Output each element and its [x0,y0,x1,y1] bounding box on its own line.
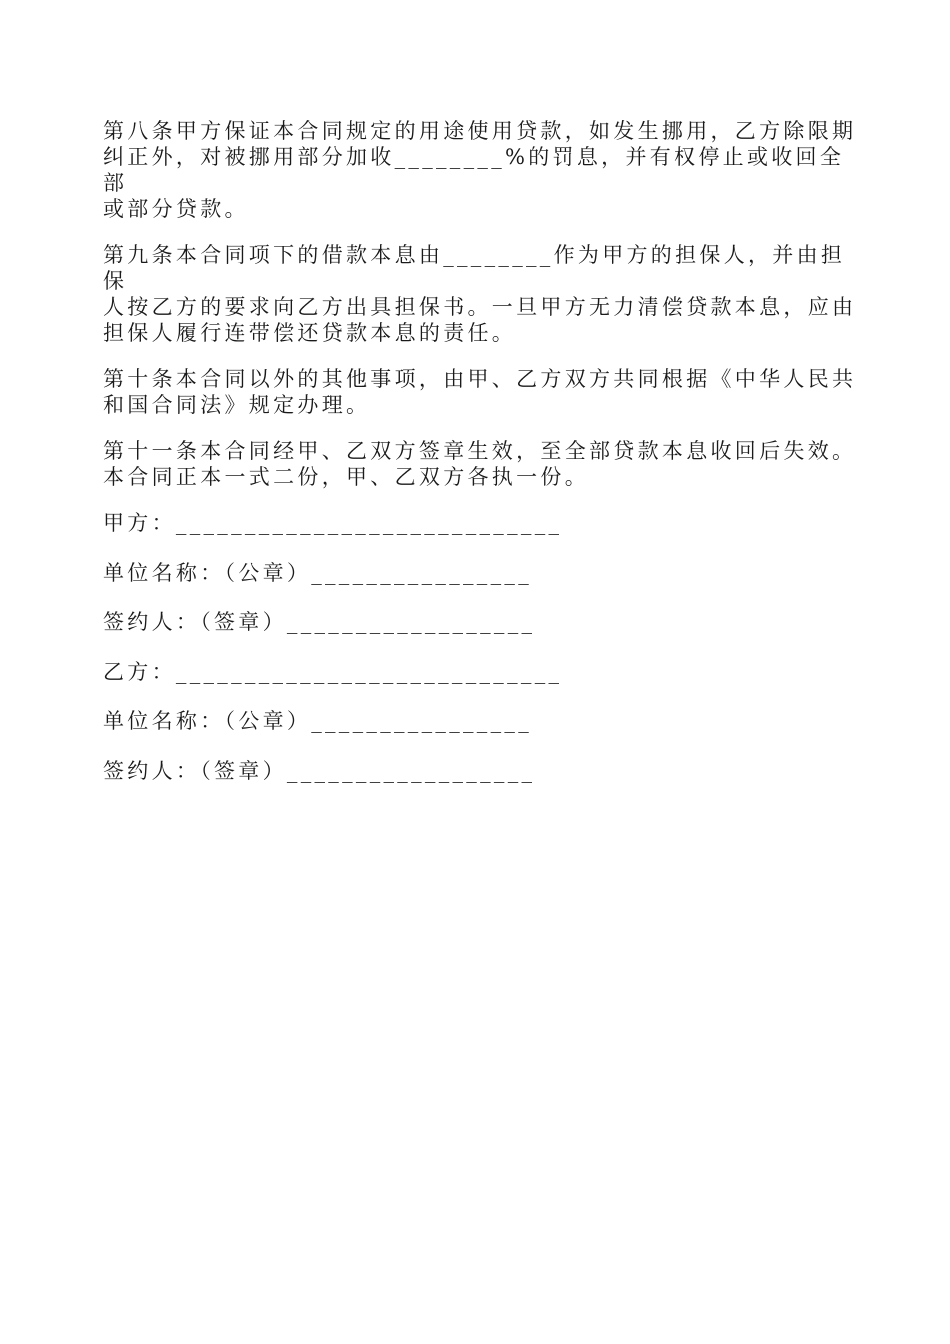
article-8: 第八条甲方保证本合同规定的用途使用贷款，如发生挪用，乙方除限期 纠正外，对被挪用部分加收________%的罚息，并有权停止或收回全部 或部分贷款。 [103,119,857,221]
party-b-signatory-line: 签约人：（签章）__________________ [103,758,536,783]
article-10: 第十条本合同以外的其他事项，由甲、乙方双方共同根据《中华人民共 和国合同法》规定办理。 [103,367,857,417]
party-a-line: 甲方：____________________________ [103,511,563,535]
signature-block [103,510,863,807]
article-11: 第十一条本合同经甲、乙双方签章生效，至全部贷款本息收回后失效。 本合同正本一式二份，甲、乙双方各执一份。 [103,439,857,489]
article-9: 第九条本合同项下的借款本息由________作为甲方的担保人，并由担保 人按乙方的要求向乙方出具担保书。一旦甲方无力清偿贷款本息，应由 担保人履行连带偿还贷款本息的责任。 [103,243,857,345]
party-b-line: 乙方：____________________________ [103,659,563,684]
party-a-signatory-line: 签约人：（签章）__________________ [103,610,536,634]
party-a-unit-name-line: 单位名称：（公章）________________ [103,560,532,585]
contract-page [103,118,863,807]
party-b-unit-name-line: 单位名称：（公章）________________ [103,709,532,733]
